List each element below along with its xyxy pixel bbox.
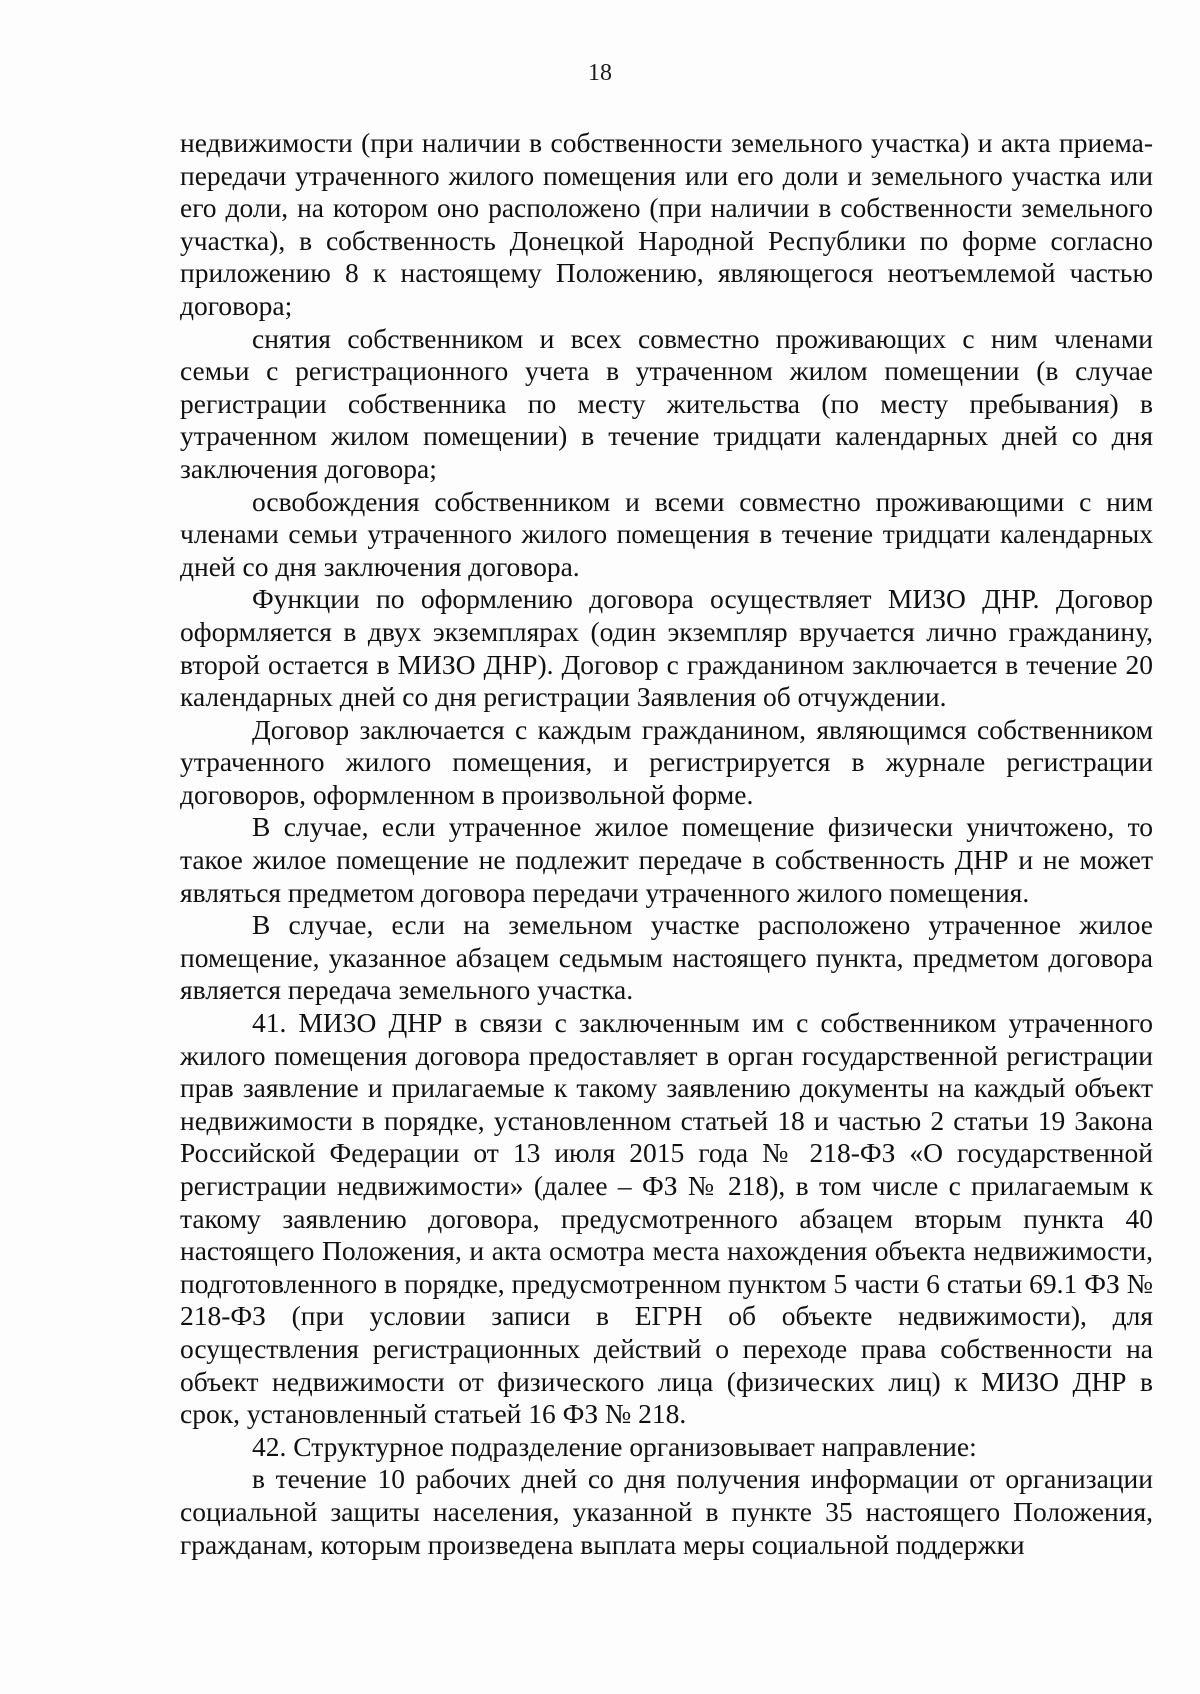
paragraph-contract-functions: Функции по оформлению договора осуществляет МИЗО ДНР. Договор оформляется в двух экземплярах (один экземпляр вручается лично гражданину, второй остается в МИЗО ДНР). Договор с гражданином заключается в течение 20 календарных дней со дня регистрации Заявления об отчуждении. bbox=[180, 583, 1153, 713]
paragraph-deregistration: снятия собственником и всех совместно проживающих с ним членами семьи с регистрационного учета в утраченном жилом помещении (в случае регистрации собственника по месту жительства (по месту пребывания) в утраченном жилом помещении) в течение тридцати календарных дней со дня заключения договора; bbox=[180, 322, 1153, 484]
paragraph-vacating: освобождения собственником и всеми совместно проживающими с ним членами семьи утраченного жилого помещения в течение тридцати календарных дней со дня заключения договора. bbox=[180, 485, 1153, 582]
paragraph-continuation: недвижимости (при наличии в собственности земельного участка) и акта приема-передачи утраченного жилого помещения или его доли и земельного участка или его доли, на котором оно расположено (при наличии в собственности земельного участка), в собственность Донецкой Народной Республики по форме согласно приложению 8 к настоящему Положению, являющегося неотъемлемой частью договора; bbox=[180, 127, 1153, 321]
paragraph-item-41: 41. МИЗО ДНР в связи с заключенным им с собственником утраченного жилого помещения договора предоставляет в орган государственной регистрации прав заявление и прилагаемые к такому заявлению документы на каждый объект недвижимости в порядке, установленном статьей 18 и частью 2 статьи 19 Закона Российской Федерации от 13 июля 2015 года № 218-ФЗ «О государственной регистрации недвижимости» (далее – ФЗ № 218), в том числе с прилагаемым к такому заявлению договора, предусмотренного абзацем вторым пункта 40 настоящего Положения, и акта осмотра места нахождения объекта недвижимости, подготовленного в порядке, предусмотренном пунктом 5 части 6 статьи 69.1 ФЗ № 218-ФЗ (при условии записи в ЕГРН об объекте недвижимости), для осуществления регистрационных действий о переходе права собственности на объект недвижимости от физического лица (физических лиц) к МИЗО ДНР в срок, установленный статьей 16 ФЗ № 218. bbox=[180, 1007, 1153, 1430]
paragraph-destroyed-premises: В случае, если утраченное жилое помещение физически уничтожено, то такое жилое помещение не подлежит передаче в собственность ДНР и не может являться предметом договора передачи утраченного жилого помещения. bbox=[180, 811, 1153, 908]
paragraph-contract-each-citizen: Договор заключается с каждым гражданином, являющимся собственником утраченного жилого помещения, и регистрируется в журнале регистрации договоров, оформленном в произвольной форме. bbox=[180, 713, 1153, 810]
paragraph-land-plot: В случае, если на земельном участке расположено утраченное жилое помещение, указанное абзацем седьмым настоящего пункта, предметом договора является передача земельного участка. bbox=[180, 909, 1153, 1006]
paragraph-item-42-detail: в течение 10 рабочих дней со дня получения информации от организации социальной защиты населения, указанной в пункте 35 настоящего Положения, гражданам, которым произведена выплата меры социальной поддержки bbox=[180, 1463, 1153, 1560]
paragraph-item-42: 42. Структурное подразделение организовывает направление: bbox=[252, 1430, 977, 1462]
document-body bbox=[180, 127, 1153, 1561]
page-number: 18 bbox=[588, 60, 612, 86]
